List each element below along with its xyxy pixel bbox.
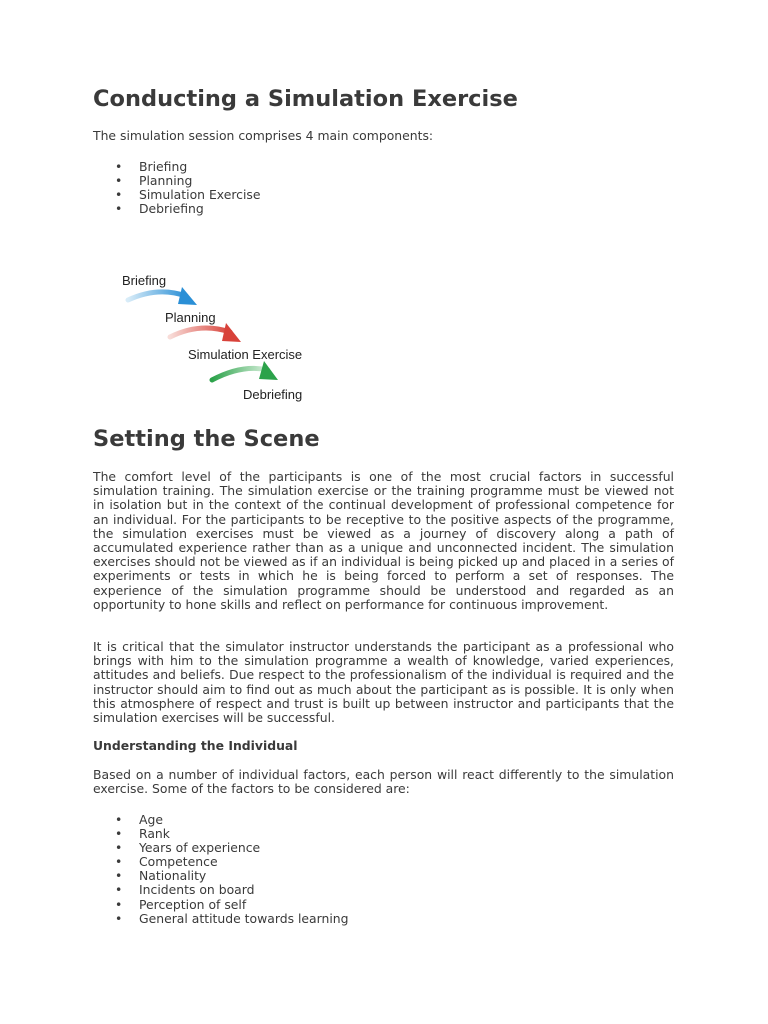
- list-item: • Briefing: [115, 160, 261, 174]
- arrow-red-icon: [170, 323, 241, 342]
- intro-text: The simulation session comprises 4 main components:: [93, 128, 434, 143]
- list-item: • Age: [115, 813, 349, 827]
- list-item: • Rank: [115, 827, 349, 841]
- arrow-blue-icon: [128, 287, 197, 305]
- list-item: • Simulation Exercise: [115, 188, 261, 202]
- diagram-step-label: Simulation Exercise: [188, 347, 303, 362]
- diagram-step-label: Briefing: [122, 273, 167, 288]
- arrow-green-icon: [212, 361, 278, 380]
- process-flow-diagram: [108, 258, 348, 410]
- list-item: • Nationality: [115, 869, 349, 883]
- diagram-step-label: Debriefing: [243, 387, 303, 402]
- paragraph: It is critical that the simulator instructor understands the participant as a professional who brings with him to the simulation programme a wealth of knowledge, varied experiences, attitudes and beliefs. Due respect to the professionalism of the individual is required and the instructor should aim to find out as much about the participant as is possible. It is only when this atmosphere of respect and trust is built up between instructor and participants that the simulation exercises will be successful.: [93, 639, 674, 726]
- list-item: • Years of experience: [115, 841, 349, 855]
- list-item: • Competence: [115, 855, 349, 869]
- paragraph: The comfort level of the participants is one of the most crucial factors in successful simulation training. The simulation exercise or the training programme must be viewed not in isolation but in the context of the continual development of professional competence for an individual. For the participants to be receptive to the positive aspects of the programme, the simulation exercises must be viewed as a journey of discovery along a path of accumulated experience rather than as a unique and unconnected incident. The simulation exercises should not be viewed as if an individual is being picked up and placed in a series of experiments or tests in which he is being forced to perform a set of responses. The experience of the simulation programme should be understood and regarded as an opportunity to hone skills and reflect on performance for continuous improvement.: [93, 469, 674, 612]
- subheading: Understanding the Individual: [93, 738, 298, 753]
- components-list: [115, 160, 261, 216]
- paragraph: Based on a number of individual factors, each person will react differently to the simulation exercise. Some of the factors to be considered are:: [93, 767, 674, 797]
- list-item: • Debriefing: [115, 202, 261, 216]
- list-item: • Planning: [115, 174, 261, 188]
- list-item: • General attitude towards learning: [115, 912, 349, 926]
- factors-list: [115, 813, 349, 926]
- list-item: • Perception of self: [115, 898, 349, 912]
- list-item: • Incidents on board: [115, 883, 349, 897]
- diagram-step-label: Planning: [165, 310, 216, 325]
- page-title: Conducting a Simulation Exercise: [93, 86, 518, 112]
- section-heading: Setting the Scene: [93, 426, 320, 452]
